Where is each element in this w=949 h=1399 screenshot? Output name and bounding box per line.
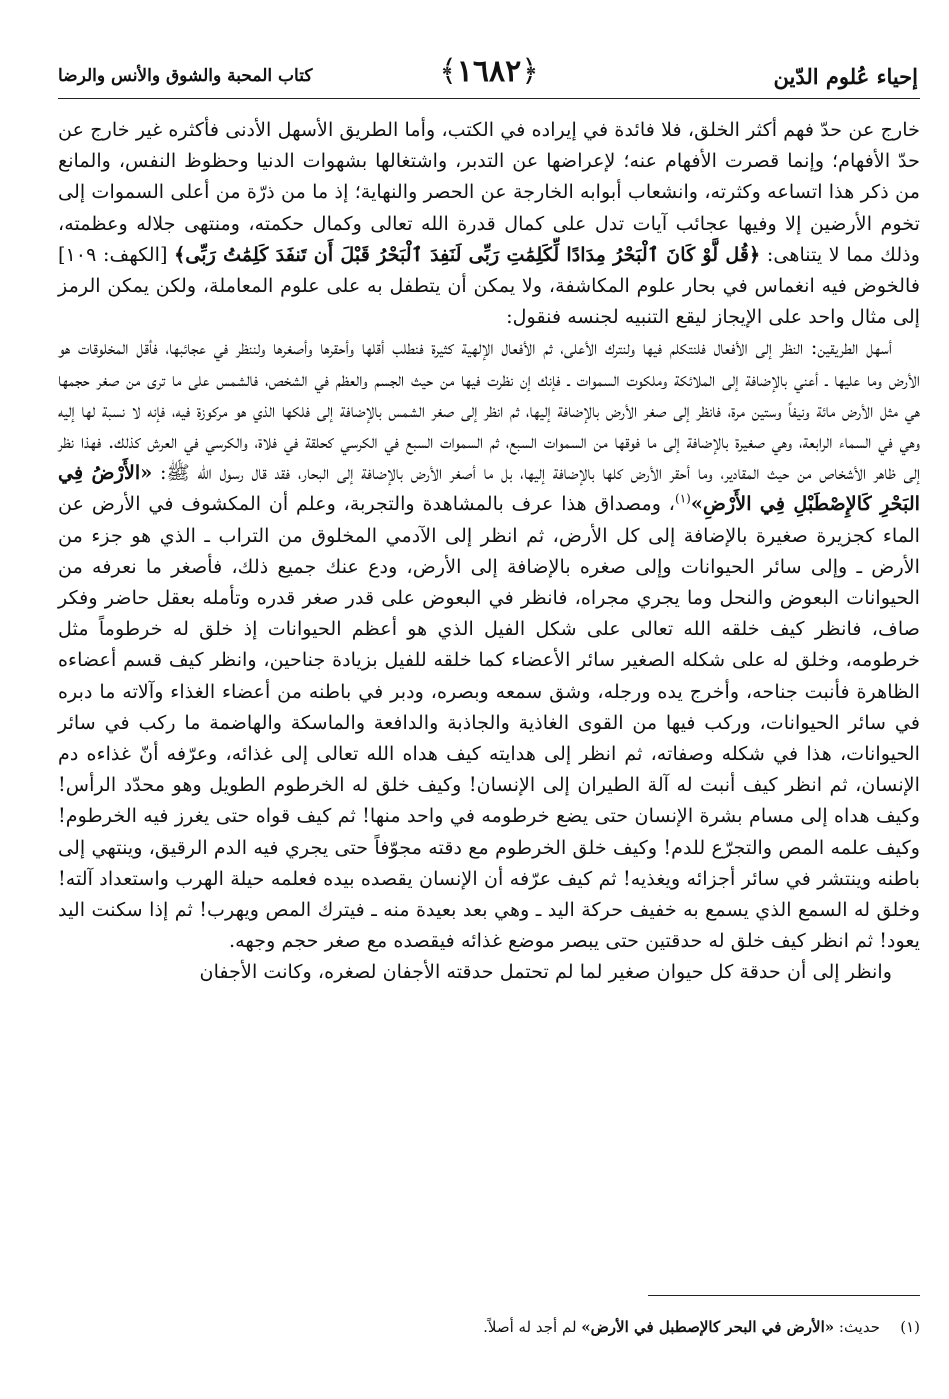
paragraph: [58, 114, 920, 332]
paragraph: [58, 332, 920, 956]
footnote-prefix: حديث:: [834, 1318, 880, 1336]
section-title: كتاب المحبة والشوق والأنس والرضا: [58, 66, 313, 86]
page-header: [58, 50, 920, 94]
main-text: [58, 114, 920, 988]
paragraph: [58, 956, 920, 987]
hadith-quote: «الأَرْضُ فِي البَحْرِ كَالإِصْطَبْلِ فِي الأَرْضِ»: [58, 461, 921, 516]
paragraph-text: ، ومصداق هذا عرف بالمشاهدة والتجربة، وعلم أن المكشوف في الأرض عن الماء كجزيرة صغيرة بالإضافة إلى كل الأرض، ثم انظر إلى الآدمي المخلوق من التراب ـ الذي هو جزء من الأرض ـ وإلى سائر الحيوانات وإلى صغره بالإضافة إلى الأرض، ودع عنك جميع ذلك، فأصغر ما نعرفه من الحيوانات البعوض والنحل وما يجري مجراه، فانظر في البعوض على قدر صغر قدره وتأمله بعقل حاضر وفكر صاف، فانظر كيف خلقه الله تعالى على شكل الفيل الذي هو أعظم الحيوانات إذ خلق له خرطوماً مثل خرطومه، وخلق له على شكله الصغير سائر الأعضاء كما خلقه للفيل بزيادة جناحين، وانظر كيف قسم أعضاءه الظاهرة فأنبت جناحه، وأخرج يده ورجله، وشق سمعه وبصره، ودبر في باطنه من أعضاء الغذاء وآلاته ما دبره في سائر الحيوانات، وركب فيها من القوى الغاذية والجاذبة والدافعة والماسكة والهاضمة ما ركب في سائر الحيوانات، هذا في شكله وصفاته، ثم انظر إلى هدايته كيف هداه الله تعالى إلى غذائه، وعرّفه أنّ غذاءه دم الإنسان، ثم انظر كيف أنبت له آلة الطيران إلى الإنسان! وكيف خلق له الخرطوم الطويل وهو محدّد الرأس! وكيف هداه إلى مسام بشرة الإنسان حتى يضع خرطومه في واحد منها! ثم كيف قواه حتى يغرز فيه الخرطوم! وكيف علمه المص والتجرّع للدم! وكيف خلق الخرطوم مع دقته مجوّفاً حتى يجري فيه الدم الرقيق، وينتهي إلى باطنه وينتشر في سائر أجزائه ويغذيه! ثم كيف عرّفه أن الإنسان يقصده بيده فعلمه حيلة الهرب واستعداد آلته! وخلق له السمع الذي يسمع به خفيف حركة اليد ـ وهي بعد بعيدة منه ـ فيترك المص ويهرب! ثم إذا سكنت اليد يعود! ثم انظر كيف خلق له حدقتين حتى يبصر موضع غذائه فيقصده مع صغر حجم وجهه.: [58, 492, 920, 953]
quran-verse: ﴿قُل لَّوْ كَانَ ٱلْبَحْرُ مِدَادًا لِّكَلِمَٰتِ رَبِّى لَنَفِدَ ٱلْبَحْرُ قَبْلَ أَن تَنفَدَ كَلِمَٰتُ رَبِّى﴾: [174, 242, 761, 266]
book-title: إحياء عُلوم الدّين: [773, 64, 918, 89]
footnote-suffix: لم أجد له أصلاً.: [483, 1318, 582, 1336]
page-number-ornament-right: ﴿: [521, 54, 539, 89]
footnote: [58, 1316, 920, 1338]
book-page: [58, 50, 920, 1380]
footnote-number: (١): [900, 1318, 920, 1336]
footnote-divider: [648, 1295, 920, 1296]
paragraph-text: أسهل الطريقين: النظر إلى الأفعال فلنتكلم فيها ولنترك الأعلى، ثم الأفعال الإلهية كثيرة فنطلب أقلها وأحقرها وأصغرها ولننظر في عجائبها، فأقل المخلوقات هو الأرض وما عليها ـ أعني بالإضافة إلى الملائكة وملكوت السموات ـ فإنك إن نظرت فيها من حيث الجسم والعظم في الشخص، فالشمس على ما ترى من صغر حجمها هي مثل الأرض مائة ونيفاً وستين مرة، فانظر إلى صغر الأرض بالإضافة إليها، ثم انظر إلى صغر الشمس بالإضافة إلى فلكها الذي هو مركوزة فيه، فإنه لا نسبة لها إليه وهي في السماء الرابعة، وهي صغيرة بالإضافة إلى ما فوقها من السموات السبع، ثم السموات السبع في الكرسي كحلقة في فلاة، والكرسي في العرش كذلك. فهذا نظر إلى ظاهر الأشخاص من حيث المقادير، وما أحقر الأرض كلها بالإضافة إليها، بل ما أصغر الأرض بالإضافة إلى البحار، فقد قال رسول الله ﷺ:: [58, 336, 921, 485]
footnote-hadith: «الأرض في البحر كالإصطبل في الأرض»: [581, 1318, 835, 1336]
page-number-block: [439, 54, 539, 89]
paragraph-text: [الكهف: ١٠٩] فالخوض فيه انغماس في بحار علوم المكاشفة، ولا يمكن أن يتطفل به على علوم المعاملة، ولكن يمكن الرمز إلى مثال واحد على الإيجاز ليقع التنبيه لجنسه فنقول:: [58, 242, 920, 329]
footnote-marker: (١): [675, 492, 691, 507]
paragraph-text: خارج عن حدّ فهم أكثر الخلق، فلا فائدة في إيراده في الكتب، وأما الطريق الأسهل الأدنى فأكثره غير خارج عن حدّ الأفهام؛ وإنما قصرت الأفهام عنه؛ لإعراضها عن التدبر، واشتغالها بشهوات الدنيا وحظوظ النفس، والمانع من ذكر هذا اتساعه وكثرته، وانشعاب أبوابه الخارجة عن الحصر والنهاية؛ إذ ما من ذرّة من أعلى السموات إلى تخوم الأرضين إلا وفيها عجائب آيات تدل على كمال قدرة الله تعالى وكمال حكمته، ومنتهى جلاله وعظمته، وذلك مما لا يتناهى:: [58, 118, 920, 266]
page-number: ١٦٨٢: [456, 54, 522, 89]
paragraph-text: وانظر إلى أن حدقة كل حيوان صغير لما لم تحتمل حدقته الأجفان لصغره، وكانت الأجفان: [199, 960, 892, 984]
page-number-ornament-left: ﴾: [439, 54, 457, 89]
header-divider: [58, 98, 920, 99]
